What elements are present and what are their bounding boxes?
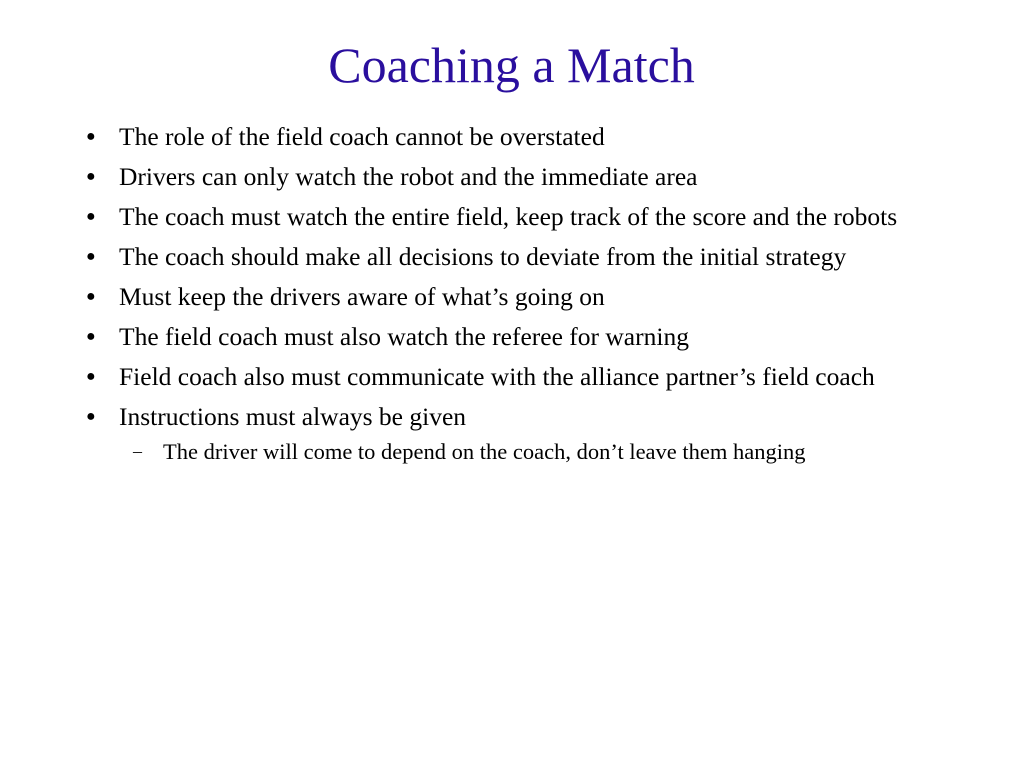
bullet-item (86, 120, 956, 154)
bullet-text: The coach must watch the entire field, keep track of the score and the robots (119, 202, 898, 231)
bullet-text: Must keep the drivers aware of what’s going on (119, 282, 605, 311)
bullet-item (86, 360, 956, 394)
sub-bullet-list (119, 436, 956, 467)
bullet-text: Field coach also must communicate with the alliance partner’s field coach (119, 362, 875, 391)
bullet-text: Drivers can only watch the robot and the immediate area (119, 162, 698, 191)
bullet-text: The role of the field coach cannot be overstated (119, 122, 605, 151)
bullet-item (86, 240, 956, 274)
bullet-item (86, 320, 956, 354)
slide-title: Coaching a Match (328, 37, 695, 93)
bullet-dot-icon: ● (86, 368, 96, 385)
bullet-item (86, 400, 956, 467)
bullet-text: The field coach must also watch the referee for warning (119, 322, 689, 351)
sub-bullet-text: The driver will come to depend on the coach, don’t leave them hanging (163, 439, 806, 464)
bullet-dot-icon: ● (86, 248, 96, 265)
bullet-dot-icon: ● (86, 288, 96, 305)
bullet-item (86, 200, 956, 234)
bullet-dot-icon: ● (86, 128, 96, 145)
bullet-text: The coach should make all decisions to deviate from the initial strategy (119, 242, 847, 271)
bullet-dot-icon: ● (86, 408, 96, 425)
bullet-item (86, 160, 956, 194)
bullet-dot-icon: ● (86, 208, 96, 225)
bullet-dot-icon: ● (86, 168, 96, 185)
bullet-item (86, 280, 956, 314)
bullet-text: Instructions must always be given (119, 402, 467, 431)
bullet-dot-icon: ● (86, 328, 96, 345)
sub-bullet-item (119, 436, 956, 467)
dash-icon: – (133, 441, 142, 461)
bullet-list (86, 120, 956, 473)
